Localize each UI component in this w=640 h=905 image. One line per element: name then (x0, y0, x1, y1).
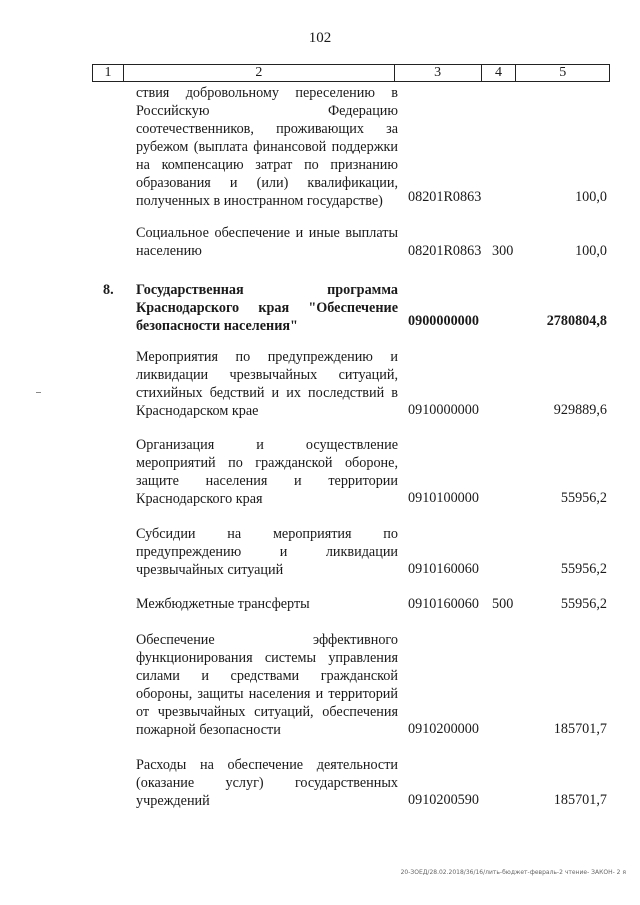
row-amount: 100,0 (575, 189, 607, 205)
row-code: 08201R0863 (408, 189, 482, 205)
row-amount: 929889,6 (553, 402, 607, 418)
row-code: 0910160060 (408, 596, 479, 612)
row-name: Социальное обеспечение и иные выплаты населению (136, 225, 398, 259)
row-name: ствия добровольному переселению в Российскую Федерацию соотечественников, проживающих за рубежом (выплата финансовой поддержки на компенсацию затрат по признанию образования и (или) квалификации, полученных в иностранном государстве) (136, 85, 398, 209)
row-amount: 2780804,8 (546, 313, 607, 329)
row-name: Мероприятия по предупреждению и ликвидации чрезвычайных ситуаций, стихийных бедствий и их последствий в Краснодарском крае (136, 349, 398, 419)
header-col-1: 1 (93, 65, 124, 81)
row-number: 8. (103, 282, 114, 298)
row-code: 0910200590 (408, 792, 479, 808)
row-code: 0910200000 (408, 721, 479, 737)
margin-mark (36, 392, 41, 393)
row-name: Субсидии на мероприятия по предупреждению и ликвидации чрезвычайных ситуаций (136, 526, 398, 578)
header-col-4: 4 (482, 65, 517, 81)
page-number: 102 (308, 30, 332, 46)
row-amount: 55956,2 (560, 561, 607, 577)
row-code: 0910100000 (408, 490, 479, 506)
row-amount: 185701,7 (553, 792, 607, 808)
row-code: 0910160060 (408, 561, 479, 577)
header-col-5: 5 (559, 65, 567, 80)
row-name: Организация и осуществление мероприятий по гражданской обороне, защите населения и территории Краснодарского края (136, 437, 398, 507)
row-amount: 55956,2 (560, 490, 607, 506)
footer-file-path: 20-ЗОЕД/28.02.2018/36/16/лить-бюджет-февраль-2 чтение- ЗАКОН- 2 я (400, 869, 626, 876)
row-amount: 100,0 (575, 243, 607, 259)
row-name: Расходы на обеспечение деятельности (оказание услуг) государственных учреждений (136, 757, 398, 809)
row-code: 0900000000 (408, 313, 479, 329)
header-col-2: 2 (124, 65, 395, 81)
table-header (92, 64, 610, 82)
header-col-3: 3 (395, 65, 482, 81)
row-code: 0910000000 (408, 402, 479, 418)
row-amount: 185701,7 (553, 721, 607, 737)
row-amount: 55956,2 (560, 596, 607, 612)
row-name: Государственная программа Краснодарского края "Обеспечение безопасности населения" (136, 282, 398, 334)
row-type: 300 (492, 243, 514, 259)
row-name: Межбюджетные трансферты (136, 596, 310, 612)
row-code: 08201R0863 (408, 243, 482, 259)
row-name: Обеспечение эффективного функционирования системы управления силами и средствами гражданской обороны, защиты населения и территорий от чрезвычайных ситуаций, обеспечения пожарной безопасности (136, 632, 398, 738)
row-type: 500 (492, 596, 514, 612)
